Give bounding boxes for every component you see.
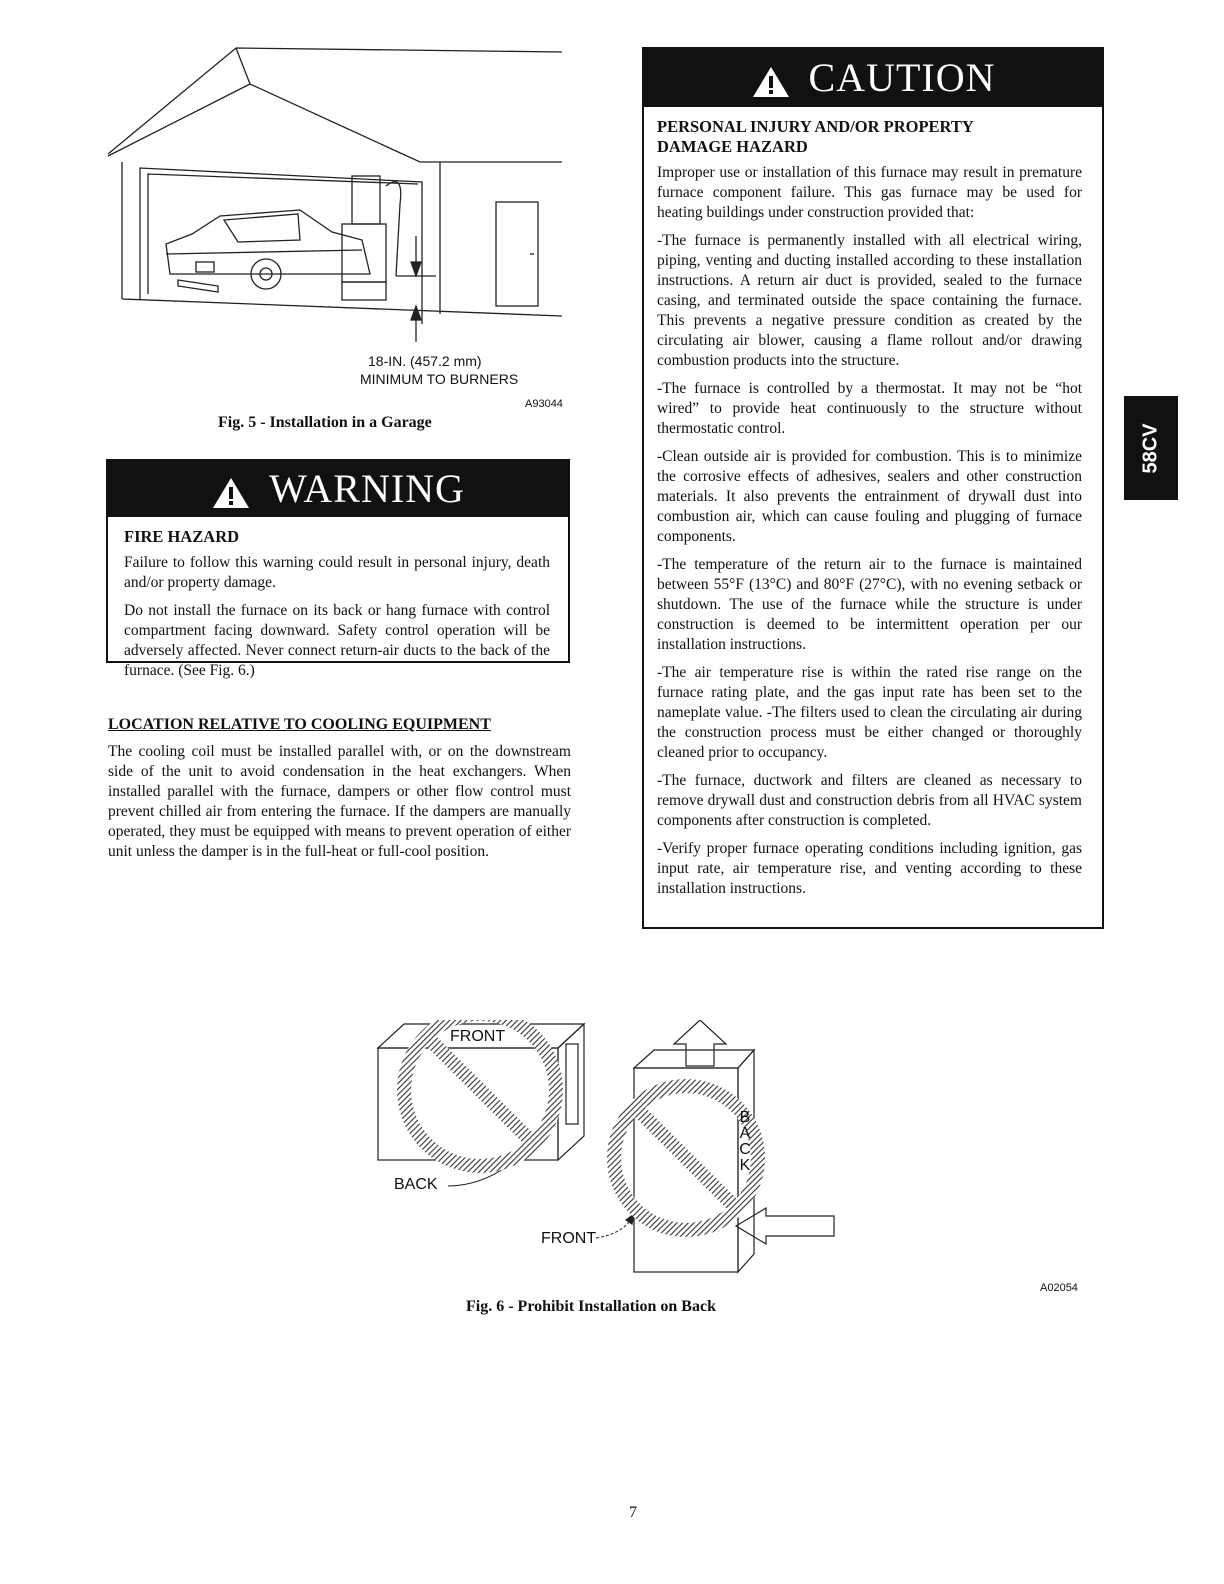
caution-paragraph: -The air temperature rise is within the rated rise range on the furnace rating plate, and the gas input rate has been set to the nameplate value. -The filters used to clean the circulating air during the construction process must be either changed or thoroughly cleaned prior to occupancy.: [657, 664, 1082, 761]
caution-box: [642, 47, 1104, 929]
fig5-dimension-label: [360, 352, 550, 388]
back-letter: K: [739, 1157, 751, 1174]
caution-paragraph: -The furnace is controlled by a thermostat. It may not be “hot wired” to provide heat continuously to the structure without thermostatic control.: [657, 380, 1082, 437]
back-letter: B: [739, 1109, 751, 1126]
section-heading: LOCATION RELATIVE TO COOLING EQUIPMENT: [108, 716, 491, 733]
fig6-front-top-label: FRONT: [450, 1028, 506, 1045]
dimension-line2: MINIMUM TO BURNERS: [360, 371, 519, 387]
warning-paragraph: Do not install the furnace on its back or hang furnace with control compartment facing downward. Safety control operation will be adversely affected. Never connect return-air ducts to the back of the furnace. (See Fig. 6.): [124, 602, 550, 679]
caution-title-line2: DAMAGE HAZARD: [657, 137, 808, 156]
warning-header: [108, 461, 568, 517]
caution-paragraph: -The temperature of the return air to the furnace is maintained between 55°F (13°C) and 80°F (27°C), with no evening setback or shutdown. The use of the furnace while the structure is under construction is deemed to be intermittent operation per our installation instructions.: [657, 556, 1082, 653]
fig6-front-bottom-label: FRONT: [541, 1230, 597, 1247]
warning-triangle-icon: [211, 476, 251, 510]
fig5-caption: Fig. 5 - Installation in a Garage: [218, 414, 432, 431]
back-letter: C: [739, 1141, 751, 1158]
page-number: 7: [629, 1504, 637, 1521]
prohibit-back-installation-illustration: [370, 1020, 850, 1280]
caution-paragraph: -Verify proper furnace operating conditions including ignition, gas input rate, air temperature rise, and venting according to these installation instructions.: [657, 840, 1082, 897]
caution-header: [644, 49, 1102, 107]
caution-title-line1: PERSONAL INJURY AND/OR PROPERTY: [657, 117, 974, 136]
location-body: The cooling coil must be installed parallel with, or on the downstream side of the unit to avoid condensation in the heat exchangers. When installed parallel with the furnace, dampers or other flow control must prevent chilled air from entering the furnace. If the dampers are manually operated, they must be equipped with means to prevent operation of either unit unless the damper is in the full-heat or full-cool position.: [108, 743, 571, 860]
garage-installation-illustration: [100, 44, 570, 344]
fig5-code: A93044: [525, 398, 563, 410]
fig6-code: A02054: [1040, 1282, 1078, 1294]
fig6-caption: Fig. 6 - Prohibit Installation on Back: [466, 1298, 716, 1315]
dimension-line1: 18-IN. (457.2 mm): [368, 353, 482, 369]
side-tab-label: 58CV: [1139, 422, 1162, 474]
fig6-back-label: BACK: [394, 1176, 438, 1193]
caution-paragraph: Improper use or installation of this furnace may result in premature furnace component failure. This gas furnace may be used for heating buildings under construction provided that:: [657, 164, 1082, 221]
warning-paragraph: Failure to follow this warning could result in personal injury, death and/or property damage.: [124, 554, 550, 591]
caution-header-text: CAUTION: [808, 55, 996, 100]
fig6-back-vertical-label: [738, 1110, 752, 1174]
warning-title: FIRE HAZARD: [124, 527, 240, 546]
caution-paragraph: -The furnace, ductwork and filters are cleaned as necessary to remove drywall dust and construction debris from all HVAC system components after construction is completed.: [657, 772, 1082, 829]
caution-triangle-icon: [751, 65, 791, 99]
back-letter: A: [739, 1125, 751, 1142]
side-tab: [1124, 396, 1178, 500]
caution-paragraph: -Clean outside air is provided for combustion. This is to minimize the corrosive effects of adhesives, sealers and other construction materials. It also prevents the entrainment of drywall dust into combustion air, which can cause fouling and plugging of furnace components.: [657, 448, 1082, 545]
caution-paragraph: -The furnace is permanently installed with all electrical wiring, piping, venting and ducting installed according to these installation instructions. A return air duct is provided, sealed to the furnace casing, and terminated outside the space containing the furnace. This prevents a negative pressure condition as created by the circulating air blower, causing a flame rollout and/or drawing combustion products into the structure.: [657, 232, 1082, 369]
warning-header-text: WARNING: [269, 466, 465, 511]
warning-box: [106, 459, 570, 679]
